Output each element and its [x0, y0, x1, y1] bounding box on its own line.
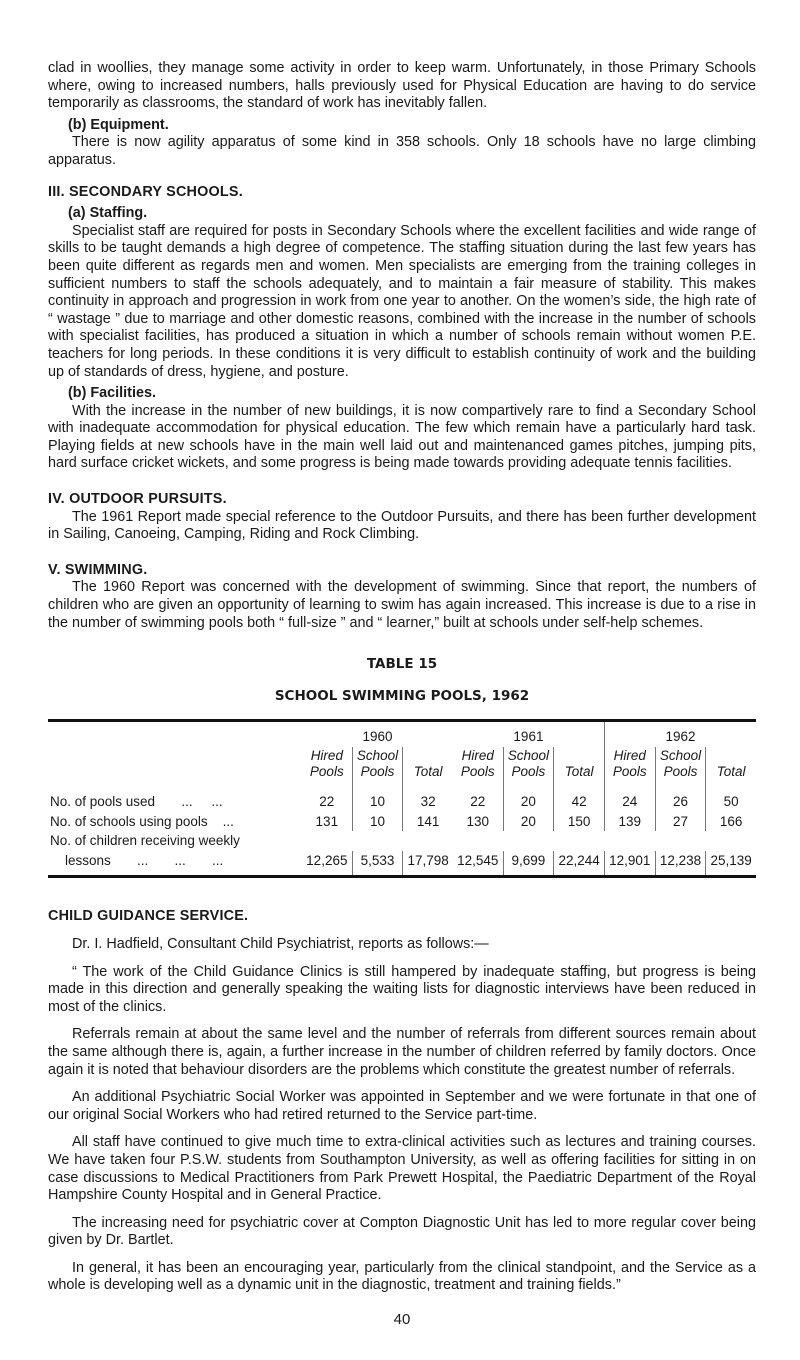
col-total: Total — [554, 747, 605, 792]
outdoor-pursuits-text: The 1961 Report made special reference to the Outdoor Pursuits, and there has been further development in Sailing, Canoeing, Camping, Riding and Rock Climbing. — [48, 508, 756, 543]
child-guidance-heading: CHILD GUIDANCE SERVICE. — [48, 908, 249, 925]
row-label: No. of schools using pools ... — [50, 813, 234, 829]
year-header-1961: 1961 — [453, 721, 605, 747]
child-guidance-p4: An additional Psychiatric Social Worker was appointed in September and we were fortunate in that one of our original Social Workers who had retired returned to the Service part-time. — [48, 1089, 756, 1123]
table-cell: 141 — [416, 813, 440, 829]
table-cell: 22,244 — [554, 851, 605, 877]
table-cell: 10 — [352, 792, 403, 812]
table-cell: 12,238 — [655, 851, 706, 877]
swimming-text: The 1960 Report was concerned with the development of swimming. Since that report, the numbers of children who are given an opportunity of learning to swim has again increased. This increase is due to a rise in the number of swimming pools both “ full-size ” and “ learner,” built at schools under self-help schemes. — [48, 579, 756, 631]
col-total: Total — [413, 764, 443, 779]
year-header-1962: 1962 — [604, 721, 756, 747]
col-total: Total — [716, 764, 746, 779]
table-cell: 20 — [503, 792, 554, 812]
equipment-heading: (b) Equipment. — [68, 116, 169, 133]
table-cell: 9,699 — [503, 851, 554, 877]
child-guidance-p6: The increasing need for psychiatric cover at Compton Diagnostic Unit has led to more regular cover being given by Dr. Bartlet. — [48, 1214, 756, 1249]
col-school-pools: School Pools — [352, 747, 403, 792]
table-cell: 166 — [719, 813, 743, 829]
outdoor-pursuits-heading: IV. OUTDOOR PURSUITS. — [48, 491, 227, 508]
table-cell: 10 — [352, 812, 403, 832]
row-label: No. of pools used ... ... — [50, 794, 223, 809]
table-cell: 24 — [604, 792, 655, 812]
child-guidance-p7: In general, it has been an encouraging year, particularly from the clinical standpoint, and the Service as a whole is developing well as a dynamic unit in the diagnostic, treatment and training fields.” — [48, 1259, 756, 1294]
col-hired-pools: Hired Pools — [604, 747, 655, 792]
staffing-heading: (a) Staffing. — [68, 205, 148, 222]
table-cell: 25,139 — [706, 851, 756, 877]
table-row — [48, 792, 756, 812]
col-hired-pools: Hired Pools — [453, 747, 503, 792]
col-school-pools: School Pools — [655, 747, 706, 792]
table-cell: 27 — [655, 812, 706, 832]
table-cell: 139 — [604, 812, 655, 832]
staffing-text: Specialist staff are required for posts in Secondary Schools where the excellent facilities and wide range of skills to be taught demands a high degree of competence. The staffing situation during the last few years has been quite different as regards men and women. Men specialists are emerging from the training colleges in sufficient numbers to staff the schools adequately, and to maintain a fair measure of stability. This makes continuity in approach and progression in work from one year to another. On the women’s side, the high rate of “ wastage ” due to marriage and other domestic reasons, combined with the increase in the number of schools with specialist facilities, has produced a situation in which a number of schools remain without women P.E. teachers for long periods. In these conditions it is very difficult to establish continuity of work and the building up of standards of dress, hygiene, and posture. — [48, 222, 756, 380]
col-hired-pools: Hired Pools — [302, 747, 352, 792]
table-cell: 12,545 — [453, 851, 503, 877]
table-cell: 130 — [453, 812, 503, 832]
table-subtitle: SCHOOL SWIMMING POOLS, 1962 — [274, 687, 530, 704]
table-cell: 50 — [723, 794, 739, 809]
equipment-text: There is now agility apparatus of some kind in 358 schools. Only 18 schools have no large climbing apparatus. — [48, 134, 756, 168]
table-row — [48, 851, 756, 877]
secondary-schools-heading: III. SECONDARY SCHOOLS. — [48, 183, 243, 200]
child-guidance-p5: All staff have continued to give much time to extra-clinical activities such as lectures and training courses. We have taken four P.S.W. students from Southampton University, as well as offering facilities for sitting in on case discussions to Medical Practitioners from Park Prewett Hospital, the Paediatric Department of the Royal Hampshire County Hospital and in General Practice. — [48, 1134, 756, 1204]
child-guidance-p3: Referrals remain at about the same level and the number of referrals from different sources remain about the same although there is, again, a further increase in the number of children referred by family doctors. Once again it is noted that behaviour disorders are the problems which constitute the greatest number of referrals. — [48, 1026, 756, 1078]
table-cell: 12,265 — [302, 851, 352, 877]
table-cell: 131 — [302, 812, 352, 832]
col-school-pools: School Pools — [503, 747, 554, 792]
table-cell: 42 — [554, 792, 605, 812]
table-row — [48, 812, 756, 832]
swimming-pools-table — [48, 719, 756, 878]
document-page — [48, 60, 756, 1329]
table-cell: 22 — [453, 792, 503, 812]
table-cell: 26 — [655, 792, 706, 812]
year-header-1960: 1960 — [302, 721, 453, 747]
child-guidance-p2: “ The work of the Child Guidance Clinics is still hampered by inadequate staffing, but progress is being made in this direction and generally speaking the waiting lists for diagnostic interviews have been reduced in most of the clinics. — [48, 963, 756, 1015]
table-row — [48, 831, 756, 851]
table-cell: 12,901 — [604, 851, 655, 877]
page-number: 40 — [393, 1311, 411, 1329]
facilities-text: With the increase in the number of new buildings, it is now compartively rare to find a Secondary School with inadequate accommodation for physical education. The few which remain have a particularly hard task. Playing fields at new schools have in the main well laid out and maintenanced games pitches, jumping pits, hard surface cricket wickets, and some progress is being made towards providing adequate tennis facilities. — [48, 402, 756, 472]
child-guidance-p1: Dr. I. Hadfield, Consultant Child Psychiatrist, reports as follows:— — [72, 935, 489, 952]
table-cell: 22 — [302, 792, 352, 812]
facilities-heading: (b) Facilities. — [68, 385, 156, 402]
table-title: TABLE 15 — [366, 656, 438, 673]
row-label-continued: lessons ... ... ... — [48, 851, 302, 877]
row-label: No. of children receiving weekly — [50, 833, 240, 849]
swimming-heading: V. SWIMMING. — [48, 561, 148, 578]
table-cell: 17,798 — [403, 851, 453, 877]
table-cell: 20 — [503, 812, 554, 832]
table-cell: 150 — [554, 812, 605, 832]
table-cell: 5,533 — [352, 851, 403, 877]
table-cell: 32 — [420, 794, 436, 809]
intro-paragraph: clad in woollies, they manage some activity in order to keep warm. Unfortunately, in those Primary Schools where, owing to increased numbers, halls previously used for Physical Education are having to do service temporarily as classrooms, the standard of work has inevitably fallen. — [48, 60, 756, 112]
